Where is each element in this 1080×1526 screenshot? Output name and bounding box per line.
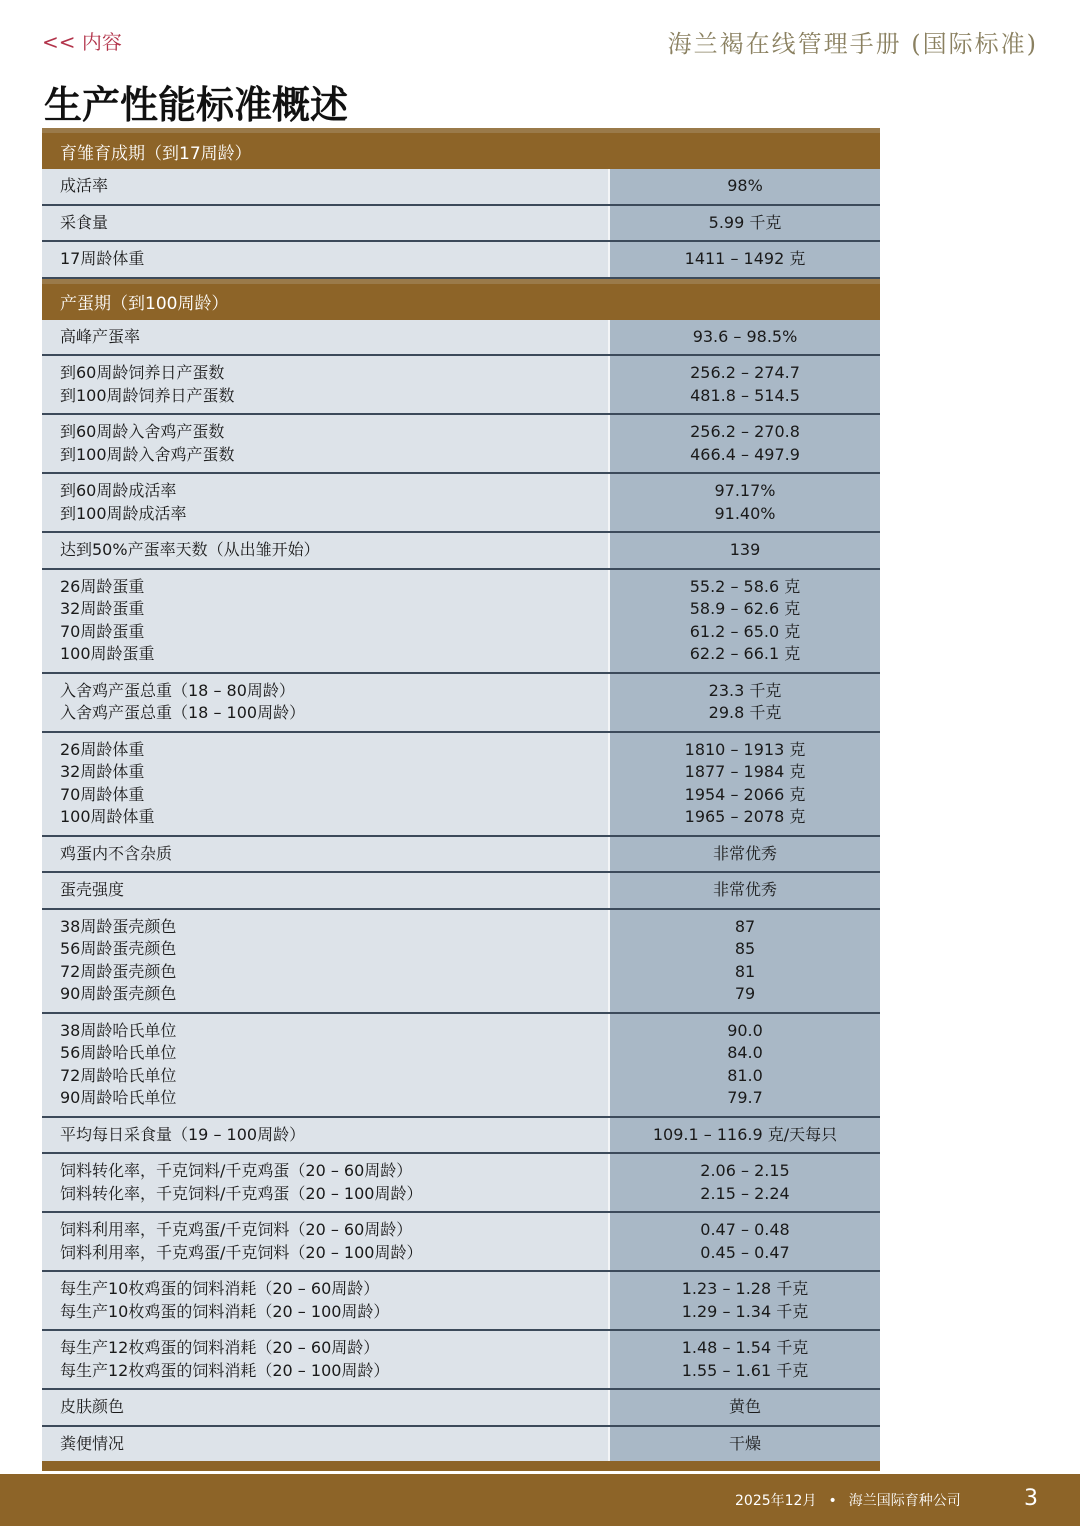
row-label: 蛋壳强度 [60,880,125,899]
table-row [42,570,880,674]
manual-title: 海兰褐在线管理手册 (国际标准) [667,30,1038,58]
row-value-cell [610,356,880,413]
row-label: 90周龄哈氏单位 [60,1088,177,1107]
row-label: 56周龄哈氏单位 [60,1043,177,1062]
row-value: 29.8 千克 [708,703,782,722]
row-label-cell [42,356,610,413]
row-value-cell [610,169,880,204]
row-label-cell [42,474,610,531]
row-value: 97.17% [714,481,776,500]
row-value-cell [610,674,880,731]
footer-info [735,1490,961,1510]
row-value-cell [610,242,880,277]
row-value-cell [610,837,880,872]
row-value: 0.45 – 0.47 [700,1242,790,1262]
row-value: 139 [729,540,761,559]
row-label-cell [42,873,610,908]
row-label-cell [42,1390,610,1425]
row-label: 26周龄蛋重 [60,576,145,596]
row-label: 38周龄蛋壳颜色 [60,916,177,936]
row-label-cell [42,1331,610,1388]
row-label: 26周龄体重 [60,739,145,759]
table-row [42,1118,880,1155]
row-value: 256.2 – 270.8 [690,422,800,441]
row-value-cell [610,1154,880,1211]
row-label: 17周龄体重 [60,249,145,268]
row-value-cell [610,910,880,1012]
row-value: 2.15 – 2.24 [700,1183,790,1203]
row-label-cell [42,733,610,835]
table-row [42,837,880,874]
table-bottom-bar [42,1461,880,1471]
table-row [42,733,880,837]
row-label-cell [42,533,610,568]
performance-standards-table [42,128,880,1471]
row-label: 32周龄体重 [60,762,145,781]
row-value-cell [610,415,880,472]
row-label: 每生产12枚鸡蛋的饲料消耗（20 – 60周龄） [60,1338,380,1357]
row-label: 72周龄蛋壳颜色 [60,961,177,981]
table-row [42,1427,880,1462]
table-row [42,169,880,206]
row-label: 到100周龄饲养日产蛋数 [60,385,235,405]
row-label: 到60周龄入舍鸡产蛋数 [60,422,225,441]
table-row [42,242,880,279]
row-value: 93.6 – 98.5% [692,326,798,346]
row-value-cell [610,533,880,568]
row-value: 61.2 – 65.0 克 [689,621,801,641]
row-label: 饲料转化率，千克饲料/千克鸡蛋（20 – 100周龄） [60,1183,423,1203]
row-value-cell [610,733,880,835]
table-row [42,474,880,533]
row-value: 1954 – 2066 克 [684,784,806,804]
row-label: 72周龄哈氏单位 [60,1065,177,1085]
row-label: 饲料转化率，千克饲料/千克鸡蛋（20 – 60周龄） [60,1161,413,1180]
table-row [42,1390,880,1427]
row-label-cell [42,1272,610,1329]
row-label: 平均每日采食量（19 – 100周龄） [60,1124,306,1144]
row-label: 到100周龄入舍鸡产蛋数 [60,444,235,464]
row-value: 79.7 [727,1088,763,1107]
row-value: 1.29 – 1.34 千克 [681,1301,809,1321]
row-value: 62.2 – 66.1 克 [689,644,801,663]
row-label: 入舍鸡产蛋总重（18 – 100周龄） [60,703,306,722]
row-value: 干燥 [728,1433,761,1453]
row-value: 1810 – 1913 克 [684,739,806,759]
row-label: 38周龄哈氏单位 [60,1020,177,1040]
row-label: 成活率 [60,176,109,195]
table-row [42,873,880,910]
row-label: 70周龄蛋重 [60,621,145,641]
page-footer [0,1474,1080,1526]
row-label-cell [42,674,610,731]
row-value-cell [610,474,880,531]
row-value: 1.55 – 1.61 千克 [681,1360,809,1380]
row-value: 466.4 – 497.9 [690,444,800,464]
table-row [42,320,880,357]
table-row [42,1014,880,1118]
row-label: 56周龄蛋壳颜色 [60,939,177,958]
row-label: 饲料利用率，千克鸡蛋/千克饲料（20 – 100周龄） [60,1242,423,1262]
row-value: 1877 – 1984 克 [684,762,806,781]
row-label: 鸡蛋内不含杂质 [60,843,173,863]
row-label-cell [42,1118,610,1153]
row-label-cell [42,169,610,204]
row-value: 256.2 – 274.7 [690,363,800,382]
row-value: 91.40% [714,503,776,523]
row-value-cell [610,1390,880,1425]
table-row [42,415,880,474]
row-label: 100周龄蛋重 [60,644,155,663]
row-label-cell [42,837,610,872]
row-value-cell [610,1213,880,1270]
row-label: 32周龄蛋重 [60,599,145,618]
section-header: 育雏育成期（到17周龄） [42,128,880,169]
table-row [42,1272,880,1331]
row-label: 饲料利用率，千克鸡蛋/千克饲料（20 – 60周龄） [60,1220,413,1239]
row-value: 黄色 [728,1397,761,1416]
row-value: 481.8 – 514.5 [690,385,800,405]
row-value-cell [610,1272,880,1329]
row-value: 81 [734,961,756,981]
row-value: 58.9 – 62.6 克 [689,599,801,618]
row-label: 皮肤颜色 [60,1397,125,1416]
page-number: 3 [1024,1486,1038,1511]
row-value: 2.06 – 2.15 [700,1161,790,1180]
row-value-cell [610,320,880,355]
row-label-cell [42,1427,610,1462]
row-value-cell [610,1331,880,1388]
table-row [42,533,880,570]
row-value: 109.1 – 116.9 克/天每只 [652,1124,838,1144]
row-value-cell [610,1014,880,1116]
row-value: 87 [734,916,756,936]
row-value: 79 [734,984,756,1003]
table-row [42,1331,880,1390]
row-label: 粪便情况 [60,1433,125,1453]
row-label-cell [42,1154,610,1211]
row-label-cell [42,1213,610,1270]
row-value: 85 [734,939,756,958]
row-value: 23.3 千克 [708,680,782,700]
row-label: 采食量 [60,212,109,232]
row-value-cell [610,570,880,672]
row-value-cell [610,206,880,241]
row-label: 到100周龄成活率 [60,503,187,523]
row-value: 81.0 [727,1065,763,1085]
row-value: 1965 – 2078 克 [684,807,806,826]
row-value: 1.48 – 1.54 千克 [681,1338,809,1357]
row-label-cell [42,415,610,472]
footer-separator: • [828,1493,837,1509]
row-value-cell [610,1118,880,1153]
row-value-cell [610,1427,880,1462]
page-title: 生产性能标准概述 [44,83,349,127]
table-row [42,206,880,243]
row-value: 0.47 – 0.48 [700,1220,790,1239]
row-value: 非常优秀 [712,880,777,899]
row-label: 每生产12枚鸡蛋的饲料消耗（20 – 100周龄） [60,1360,390,1380]
table-row [42,674,880,733]
row-label: 90周龄蛋壳颜色 [60,984,177,1003]
row-label-cell [42,242,610,277]
table-row [42,910,880,1014]
row-label: 到60周龄成活率 [60,481,177,500]
row-label-cell [42,206,610,241]
table-row [42,356,880,415]
table-row [42,1154,880,1213]
row-value-cell [610,873,880,908]
row-label: 达到50%产蛋率天数（从出雏开始） [60,540,320,559]
row-value: 5.99 千克 [708,212,782,232]
row-label-cell [42,320,610,355]
row-value: 1.23 – 1.28 千克 [681,1279,809,1298]
row-value: 90.0 [727,1020,763,1040]
row-value: 非常优秀 [712,843,777,863]
row-label-cell [42,570,610,672]
row-label-cell [42,1014,610,1116]
row-label: 入舍鸡产蛋总重（18 – 80周龄） [60,680,295,700]
row-value: 1411 – 1492 克 [684,249,806,268]
row-value: 55.2 – 58.6 克 [689,576,801,596]
row-label-cell [42,910,610,1012]
table-row [42,1213,880,1272]
footer-date: 2025年12月 [735,1493,817,1509]
back-to-contents-link[interactable]: << 内容 [42,30,122,54]
row-label: 100周龄体重 [60,807,155,826]
footer-company: 海兰国际育种公司 [848,1493,961,1509]
row-value: 84.0 [727,1043,763,1062]
row-label: 每生产10枚鸡蛋的饲料消耗（20 – 60周龄） [60,1279,380,1298]
section-header: 产蛋期（到100周龄） [42,279,880,320]
row-label: 到60周龄饲养日产蛋数 [60,363,225,382]
row-value: 98% [727,176,763,195]
row-label: 70周龄体重 [60,784,145,804]
row-label: 高峰产蛋率 [60,326,141,346]
row-label: 每生产10枚鸡蛋的饲料消耗（20 – 100周龄） [60,1301,390,1321]
